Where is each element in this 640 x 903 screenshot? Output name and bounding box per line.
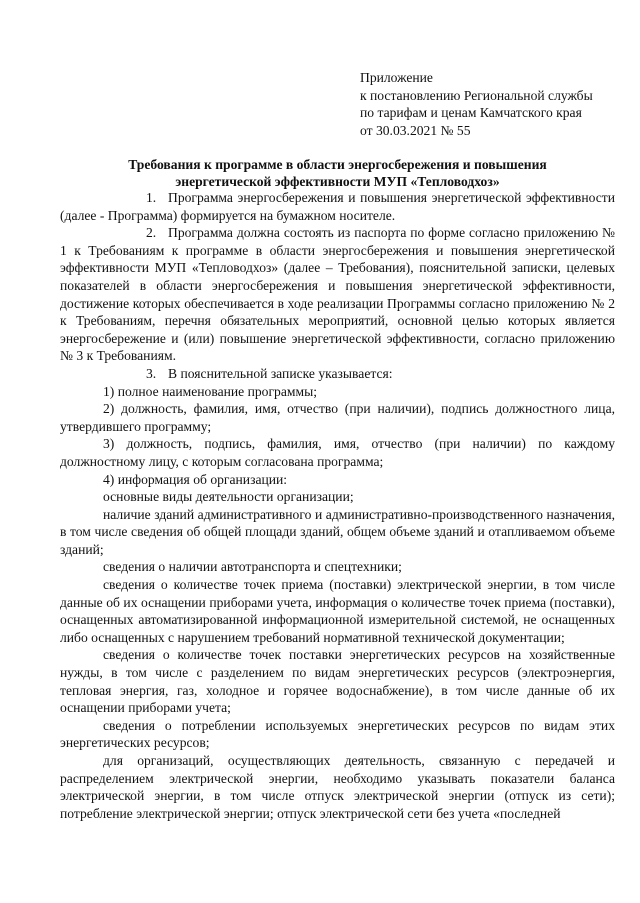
paragraph-number: 3. xyxy=(146,365,157,381)
paragraph xyxy=(60,365,615,383)
document-body xyxy=(60,189,615,822)
title-line: Требования к программе в области энергосбережения и повышения xyxy=(128,157,547,172)
paragraph: 1) полное наименование программы; xyxy=(103,383,318,399)
paragraph-number: 2. xyxy=(146,225,157,241)
paragraph: сведения о потреблении используемых энергетических ресурсов по видам этих энергетических ресурсов; xyxy=(60,717,615,751)
paragraph: 3) должность, подпись, фамилия, имя, отчество (при наличии) по каждому должностному лицу, с которым согласована программа; xyxy=(60,436,615,469)
appendix-line: Приложение xyxy=(360,70,433,85)
appendix-line: по тарифам и ценам Камчатского края xyxy=(360,105,582,120)
title-line: энергетической эффективности МУП «Тепловодхоз» xyxy=(175,174,500,189)
paragraph: сведения о количестве точек поставки энергетических ресурсов на хозяйственные нужды, в том числе с разделением по видам энергетических ресурсов (электроэнергия, тепловая энергия, газ, холодное и горячее водоснабжение), в том числе данные об их оснащении приборами учета; xyxy=(60,647,615,716)
appendix-line: к постановлению Региональной службы xyxy=(360,87,593,103)
paragraph xyxy=(60,189,615,224)
paragraph-text: Программа энергосбережения и повышения энергетической эффективности (далее - Программа) формируется на бумажном носителе. xyxy=(60,190,615,223)
paragraph-number: 1. xyxy=(146,190,157,205)
paragraph: сведения о количестве точек приема (поставки) электрической энергии, в том числе данные об их оснащении приборами учета, информация о количестве точек приема (поставки), оснащенных автоматизированной информационной измерительной системой, не оснащенных либо оснащенных с нарушением требований нормативной технической документации; xyxy=(60,577,615,645)
appendix-line: от 30.03.2021 № 55 xyxy=(360,122,471,138)
paragraph: 4) информация об организации: xyxy=(103,471,288,487)
appendix-header xyxy=(360,69,630,139)
paragraph: основные виды деятельности организации; xyxy=(103,489,354,505)
paragraph: сведения о наличии автотранспорта и спецтехники; xyxy=(103,559,402,575)
document-title xyxy=(60,156,615,190)
paragraph-text: В пояснительной записке указывается: xyxy=(168,365,393,381)
paragraph-text: Программа должна состоять из паспорта по форме согласно приложению № 1 к Требованиям к программе в области энергосбережения и повышения энергетической эффективности МУП «Тепловодхоз» (далее – Требования), пояснительной записки, целевых показателей в области энергосбережения и повышения энергетической эффективности, достижение которых обеспечивается в ходе реализации Программы согласно приложению № 2 к Требованиям, перечня обязательных мероприятий, основной целью которых является энергосбережение и (или) повышение энергетической эффективности, согласно приложению № 3 к Требованиям. xyxy=(60,225,615,364)
paragraph: наличие зданий административного и административно-производственного назначения, в том числе сведения об общей площади зданий, общем объеме зданий и отапливаемом объеме зданий; xyxy=(60,506,615,557)
paragraph xyxy=(60,224,615,365)
paragraph: для организаций, осуществляющих деятельность, связанную с передачей и распределением электрической энергии, необходимо указывать показатели баланса электрической энергии, в том числе отпуск электрической энергии (отпуск из сети); потребление электрической энергии; отпуск электрической сети без учета «последней xyxy=(60,753,615,821)
paragraph: 2) должность, фамилия, имя, отчество (при наличии), подпись должностного лица, утвердившего программу; xyxy=(60,401,615,434)
